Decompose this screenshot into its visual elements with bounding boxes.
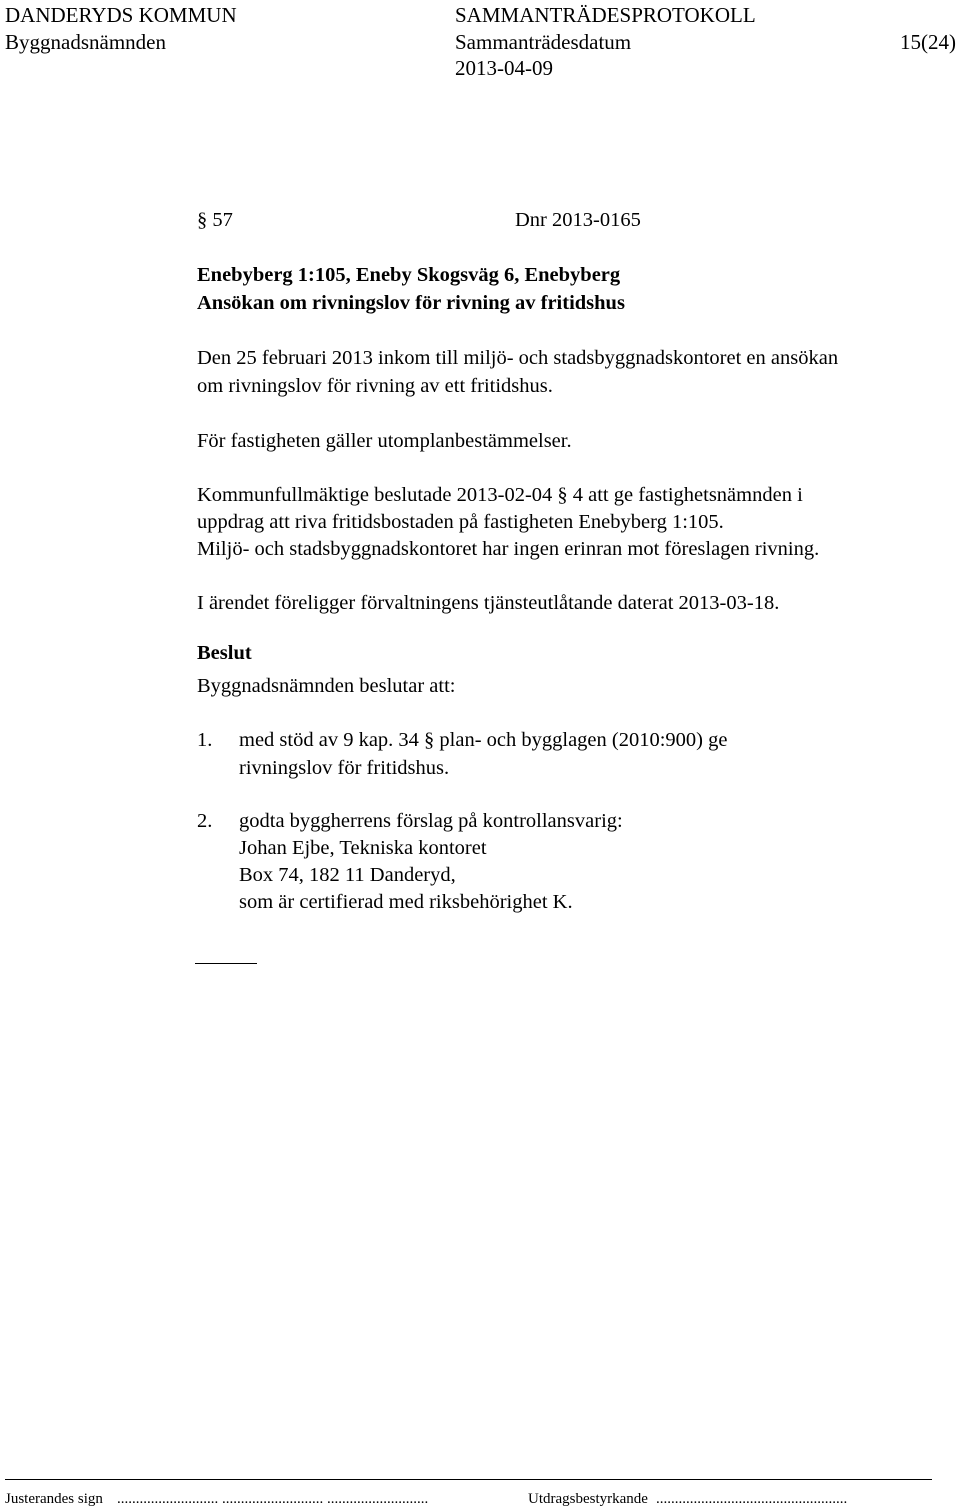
decision-heading: Beslut <box>197 642 252 664</box>
meeting-date-label: Sammanträdesdatum <box>455 30 632 54</box>
decision-item-2-line-3: Box 74, 182 11 Danderyd, <box>239 864 456 886</box>
extract-label: Utdragsbestyrkande <box>528 1491 648 1507</box>
page-number: 15(24) <box>900 30 956 54</box>
paragraph-4: I ärendet föreligger förvaltningens tjänsteutlåtande daterat 2013-03-18. <box>197 592 780 614</box>
org-name: DANDERYDS KOMMUN <box>5 3 237 27</box>
decision-item-1-line-2: rivningslov för fritidshus. <box>239 757 450 779</box>
paragraph-3-line-1: Kommunfullmäktige beslutade 2013-02-04 § 4 att ge fastighetsnämnden i <box>197 484 803 506</box>
document-type: SAMMANTRÄDESPROTOKOLL <box>455 3 756 27</box>
paragraph-1-line-2: om rivningslov för rivning av ett fritidshus. <box>197 375 553 397</box>
case-title-line-2: Ansökan om rivningslov för rivning av fritidshus <box>197 292 625 314</box>
decision-item-1-line-1: med stöd av 9 kap. 34 § plan- och bygglagen (2010:900) ge <box>239 729 728 751</box>
case-title-line-1: Enebyberg 1:105, Eneby Skogsväg 6, Enebyberg <box>197 264 621 286</box>
meeting-date: 2013-04-09 <box>455 56 553 80</box>
paragraph-2: För fastigheten gäller utomplanbestämmelser. <box>197 430 572 452</box>
signature-dots: ........................... ........................... ........................... <box>117 1491 429 1507</box>
decision-item-2-line-2: Johan Ejbe, Tekniska kontoret <box>239 837 487 859</box>
decision-item-1-number: 1. <box>197 729 213 751</box>
diary-number: Dnr 2013-0165 <box>515 209 641 231</box>
paragraph-1-line-1: Den 25 februari 2013 inkom till miljö- och stadsbyggnadskontoret en ansökan <box>197 347 839 369</box>
decision-item-2-line-1: godta byggherrens förslag på kontrollansvarig: <box>239 810 623 832</box>
paragraph-3-line-2: uppdrag att riva fritidsbostaden på fastigheten Enebyberg 1:105. <box>197 511 724 533</box>
paragraph-3-line-3: Miljö- och stadsbyggnadskontoret har ingen erinran mot föreslagen rivning. <box>197 538 820 560</box>
end-rule <box>195 963 257 964</box>
signature-label: Justerandes sign <box>5 1491 103 1507</box>
extract-dots: ................................................... <box>656 1491 848 1507</box>
decision-item-2-line-4: som är certifierad med riksbehörighet K. <box>239 891 573 913</box>
footer-rule <box>5 1479 932 1480</box>
committee-name: Byggnadsnämnden <box>5 30 166 54</box>
decision-intro: Byggnadsnämnden beslutar att: <box>197 675 456 697</box>
decision-item-2-number: 2. <box>197 810 213 832</box>
paragraph-number: § 57 <box>197 209 233 231</box>
